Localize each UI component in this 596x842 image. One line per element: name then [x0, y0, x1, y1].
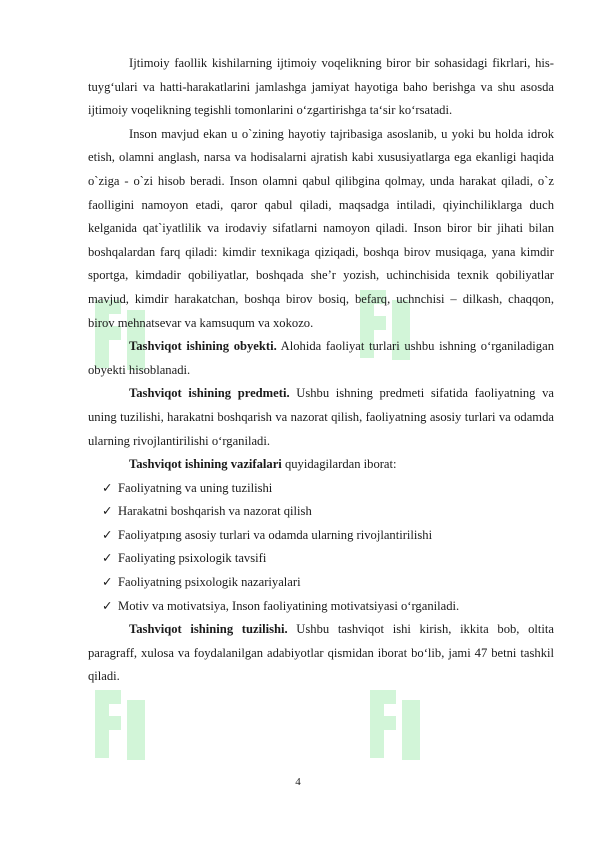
checklist-item-text: Motiv va motivatsiya, Inson faoliyatining motivatsiyasi o‘rganiladi.: [118, 598, 460, 613]
watermark-logo-icon: [370, 690, 420, 760]
checklist-item: [102, 477, 554, 501]
checkmark-icon: ✓: [102, 504, 113, 519]
page-number: 4: [295, 776, 301, 788]
checklist-item-text: Harakatni boshqarish va nazorat qilish: [118, 504, 312, 519]
object-heading: Tashviqot ishining obyekti.: [129, 339, 277, 354]
paragraph-tasks: [88, 453, 554, 477]
tasks-heading: Tashviqot ishining vazifalari: [129, 457, 282, 472]
checklist-item-text: Faoliyatning va uning tuzilishi: [118, 480, 273, 495]
checklist-item: [102, 547, 554, 571]
checkmark-icon: ✓: [102, 480, 113, 495]
checklist-item-text: Faoliyatning psixologik nazariyalari: [118, 575, 301, 590]
checklist-item: [102, 571, 554, 595]
paragraph-subject: [88, 382, 554, 453]
checklist-item-text: Faoliyatpıng asosiy turlari va odamda ularning rivojlantirilishi: [118, 527, 433, 542]
checkmark-icon: ✓: [102, 575, 113, 590]
watermark-logo-icon: [95, 690, 145, 760]
subject-text: Ushbu ishning predmeti sifatida faoliyatning va uning tuzilishi, harakatni boshqarish va nazorat qilish, faoliyatning asosiy turlari va odamda ularning rivojlantirilishi o‘rganiladi.: [88, 386, 554, 448]
checkmark-icon: ✓: [102, 551, 113, 566]
checklist-item: [102, 524, 554, 548]
object-text: Alohida faoliyat turlari ushbu ishning o‘rganiladigan obyekti hisoblanadi.: [88, 339, 554, 377]
checklist-item: [102, 500, 554, 524]
checkmark-icon: ✓: [102, 527, 113, 542]
checklist-item: [102, 595, 554, 619]
structure-heading: Tashviqot ishining tuzilishi.: [129, 622, 288, 637]
tasks-checklist: [88, 477, 554, 619]
subject-heading: Tashviqot ishining predmeti.: [129, 386, 290, 401]
body-text: [88, 52, 554, 689]
checklist-item-text: Faoliyating psixologik tavsifi: [118, 551, 267, 566]
tasks-text: quyidagilardan iborat:: [281, 457, 397, 472]
paragraph-object: [88, 335, 554, 382]
paragraph-social-activity: Ijtimoiy faollik kishilarning ijtimoiy voqelikning biror bir sohasidagi fikrlari, his-tuyg‘ulari va hatti-harakatlarini jamlashga jamiyat hayotiga baho berishga va shu asosda ijtimoiy voqelikning tegishli tomonlarini o‘zgartirishga ta‘sir ko‘rsatadi.: [88, 56, 554, 118]
paragraph-structure: [88, 618, 554, 689]
structure-text: Ushbu tashviqot ishi kirish, ikkita bob, oltita paragraff, xulosa va foydalanilgan adabiyotlar qismidan iborat bo‘lib, jami 47 betni tashkil qiladi.: [88, 622, 555, 684]
checkmark-icon: ✓: [102, 598, 113, 613]
paragraph-human-nature: Inson mavjud ekan u o`zining hayotiy tajribasiga asoslanib, u yoki bu holda idrok etish, olamni anglash, narsa va hodisalarni ajratish kabi xususiyatlarga ega ekanligi haqida o`ziga - o`zi hisob beradi. Inson olamni qabul qilibgina qolmay, unda harakat qiladi, o`z faolligini namoyon etadi, qaror qabul qiladi, maqsadga intiladi, qiyinchiliklarga duch kelganida qat`iyatlilik va irodaviy sifatlarni namoyon qiladi. Inson biror bir jihati bilan boshqalardan farq qiladi: kimdir texnikaga qiziqadi, boshqa birov musiqaga, yana kimdir sportga, kimdadir qobiliyatlar, boshqada she’r yozish, uchinchisida texnik qobiliyatlar mavjud, kimdir harakatchan, boshqa birov bosiq, befarq, uchnchisi – dilkash, chaqqon, birov mehnatsevar va kamsuqum va xokozo.: [88, 126, 554, 330]
